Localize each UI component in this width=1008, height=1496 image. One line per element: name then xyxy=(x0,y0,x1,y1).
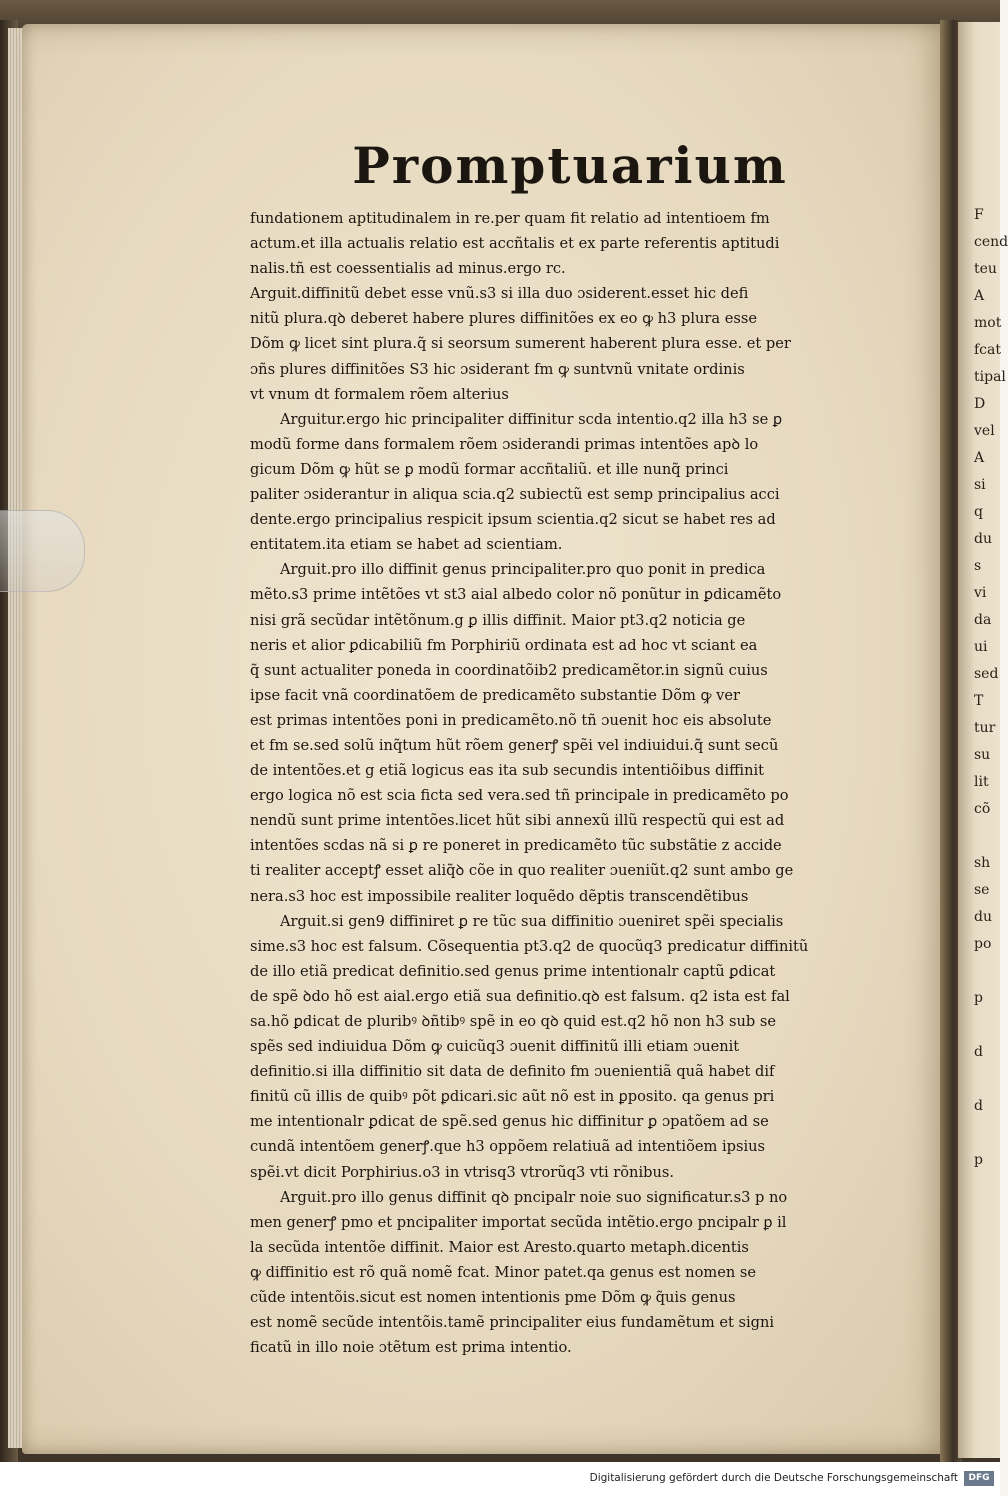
text-line: Dõm ꝙ licet sint plura.q̃ si seorsum sumerent haberent plura esse. et per xyxy=(250,335,791,353)
text-line: et fm se.sed solũ inq̃tum hũt rõem generꝭ spẽi vel indiuidui.q̃ sunt secũ xyxy=(250,736,779,754)
text-line: fundationem aptitudinalem in re.per quam fit relatio ad intentioem fm xyxy=(250,210,770,227)
text-line: sa.hõ ꝑdicat de pluribꝰ ꝺñtibꝰ spẽ in eo qꝺ quid est.q2 hõ non h3 sub se xyxy=(250,1013,777,1030)
text-line: sime.s3 hoc est falsum. Cõsequentia pt3.q2 de quocũq3 predicatur diffinitũ xyxy=(250,937,809,955)
text-line: dente.ergo principalius respicit ipsum scientia.q2 sicut se habet res ad xyxy=(250,511,776,529)
text-line: Arguit.si gen9 diffiniret ꝑ re tũc sua diffinitio ɔueniret spẽi specialis xyxy=(280,912,784,930)
footer-credit: Digitalisierung gefördert durch die Deutsche Forschungsgemeinschaft xyxy=(589,1472,958,1484)
dfg-logo: DFG xyxy=(964,1471,994,1486)
text-line: nisi grã secũdar intẽtõnum.g ꝑ illis diffinit. Maior pt3.q2 noticia ge xyxy=(250,611,746,629)
text-line: vt vnum dt formalem rõem alterius xyxy=(250,385,509,403)
text-line: cundã intentõem generꝭ.que h3 oppõem relatiuã ad intentiõem ipsius xyxy=(250,1138,766,1156)
text-line: ipse facit vnã coordinatõem de predicamẽto substantie Dõm ꝙ ver xyxy=(250,686,740,704)
text-line: definitio.si illa diffinitio sit data de definito fm ɔuenientiã quã habet dif xyxy=(250,1063,775,1081)
text-line: spẽi.vt dicit Porphirius.o3 in vtrisq3 vtrorũq3 vti rõnibus. xyxy=(250,1163,674,1181)
text-block xyxy=(250,136,875,1360)
text-line: gicum Dõm ꝙ hũt se ꝑ modũ formar accñtaliũ. et ille nunq̃ princi xyxy=(250,460,729,478)
text-line: Arguitur.ergo hic principaliter diffinitur scda intentio.q2 illa h3 se ꝑ xyxy=(280,410,783,428)
text-line: nera.s3 hoc est impossibile realiter loquẽdo dẽptis transcendẽtibus xyxy=(250,887,749,905)
text-line: entitatem.ita etiam se habet ad scientiam. xyxy=(250,536,563,554)
text-line: est nomẽ secũde intentõis.tamẽ principaliter eius fundamẽtum et signi xyxy=(250,1314,775,1332)
footer-bar xyxy=(0,1462,1000,1496)
text-line: spẽs sed indiuidua Dõm ꝙ cuicũq3 ɔuenit diffinitũ illi etiam ɔuenit xyxy=(250,1038,740,1056)
bookmark-tab xyxy=(0,510,85,592)
text-line: ficatũ in illo noie ɔtẽtum est prima intentio. xyxy=(250,1339,572,1357)
running-head: Promptuarium xyxy=(352,136,788,195)
right-page xyxy=(958,22,1008,1458)
text-line: mẽto.s3 prime intẽtões vt st3 aial albedo color nõ ponũtur in ꝑdicamẽto xyxy=(250,586,782,604)
text-line: ɔñs plures diffinitões S3 hic ɔsiderant fm ꝙ suntvnũ vnitate ordinis xyxy=(250,360,745,378)
text-line: Arguit.pro illo genus diffinit qꝺ pncipalr noie suo significatur.s3 p no xyxy=(280,1188,788,1206)
body-text xyxy=(250,206,875,1360)
text-line: nitũ plura.qꝺ deberet habere plures diffinitões ex eo ꝙ h3 plura esse xyxy=(250,310,757,328)
text-line: de illo etiã predicat definitio.sed genus prime intentionalr captũ ꝑdicat xyxy=(250,962,776,980)
text-line: de spẽ ꝺdo hõ est aial.ergo etiã sua definitio.qꝺ est falsum. q2 ista est fal xyxy=(250,987,790,1005)
text-line: me intentionalr ꝑdicat de spẽ.sed genus hic diffinitur ꝑ ɔpatõem ad se xyxy=(250,1113,769,1131)
text-line: ꝙ diffinitio est rõ quã nomẽ fcat. Minor patet.qa genus est nomen se xyxy=(250,1263,756,1281)
text-line: la secũda intentõe diffinit. Maior est Aresto.quarto metaph.dicentis xyxy=(250,1238,749,1256)
text-line: de intentões.et g etiã logicus eas ita sub secundis intentiõibus diffinit xyxy=(250,762,765,780)
text-line: ti realiter acceptꝭ esset aliq̃ꝺ cõe in quo realiter ɔueniũt.q2 sunt ambo ge xyxy=(250,862,794,880)
text-line: Arguit.diffinitũ debet esse vnũ.s3 si illa duo ɔsiderent.esset hic defi xyxy=(250,285,749,303)
text-line: modũ forme dans formalem rõem ɔsiderandi primas intentões apꝺ lo xyxy=(250,435,759,453)
text-line: ergo logica nõ est scia ficta sed vera.sed tñ principale in predicamẽto po xyxy=(250,787,789,805)
text-line: cũde intentõis.sicut est nomen intentionis pme Dõm ꝙ q̃uis genus xyxy=(250,1289,736,1307)
text-line: Arguit.pro illo diffinit genus principaliter.pro quo ponit in predica xyxy=(280,561,766,579)
text-line: paliter ɔsiderantur in aliqua scia.q2 subiectũ est semp principalius acci xyxy=(250,486,780,504)
text-line: q̃ sunt actualiter poneda in coordinatõib2 predicamẽtor.in signũ cuius xyxy=(250,661,768,679)
text-line: nendũ sunt prime intentões.licet hũt sibi annexũ illũ respectũ qui est ad xyxy=(250,812,785,830)
text-line: finitũ cũ illis de quibꝰ põt ꝑdicari.sic aũt nõ est in ꝑposito. qa genus pri xyxy=(250,1088,775,1106)
text-line: neris et alior ꝑdicabiliũ fm Porphiriũ ordinata est ad hoc vt sciant ea xyxy=(250,636,758,654)
text-line: nalis.tñ est coessentialis ad minus.ergo rc. xyxy=(250,260,566,278)
text-line: intentões scdas nã si ꝑ re poneret in predicamẽto tũc substãtie z accide xyxy=(250,837,782,855)
text-line: est primas intentões poni in predicamẽto.nõ tñ ɔuenit hoc eis absolute xyxy=(250,711,772,729)
text-line: actum.et illa actualis relatio est accñtalis et ex parte referentis aptitudi xyxy=(250,235,780,253)
text-line: men generꝭ pmo et pncipaliter importat secũda intẽtio.ergo pncipalr ꝑ il xyxy=(250,1213,787,1231)
right-page-fragments: F cend teu A mot fcat tipal D vel A si q du s vi da ui sed T tur su lit cõ sh se du po p d d p xyxy=(974,207,1008,1168)
